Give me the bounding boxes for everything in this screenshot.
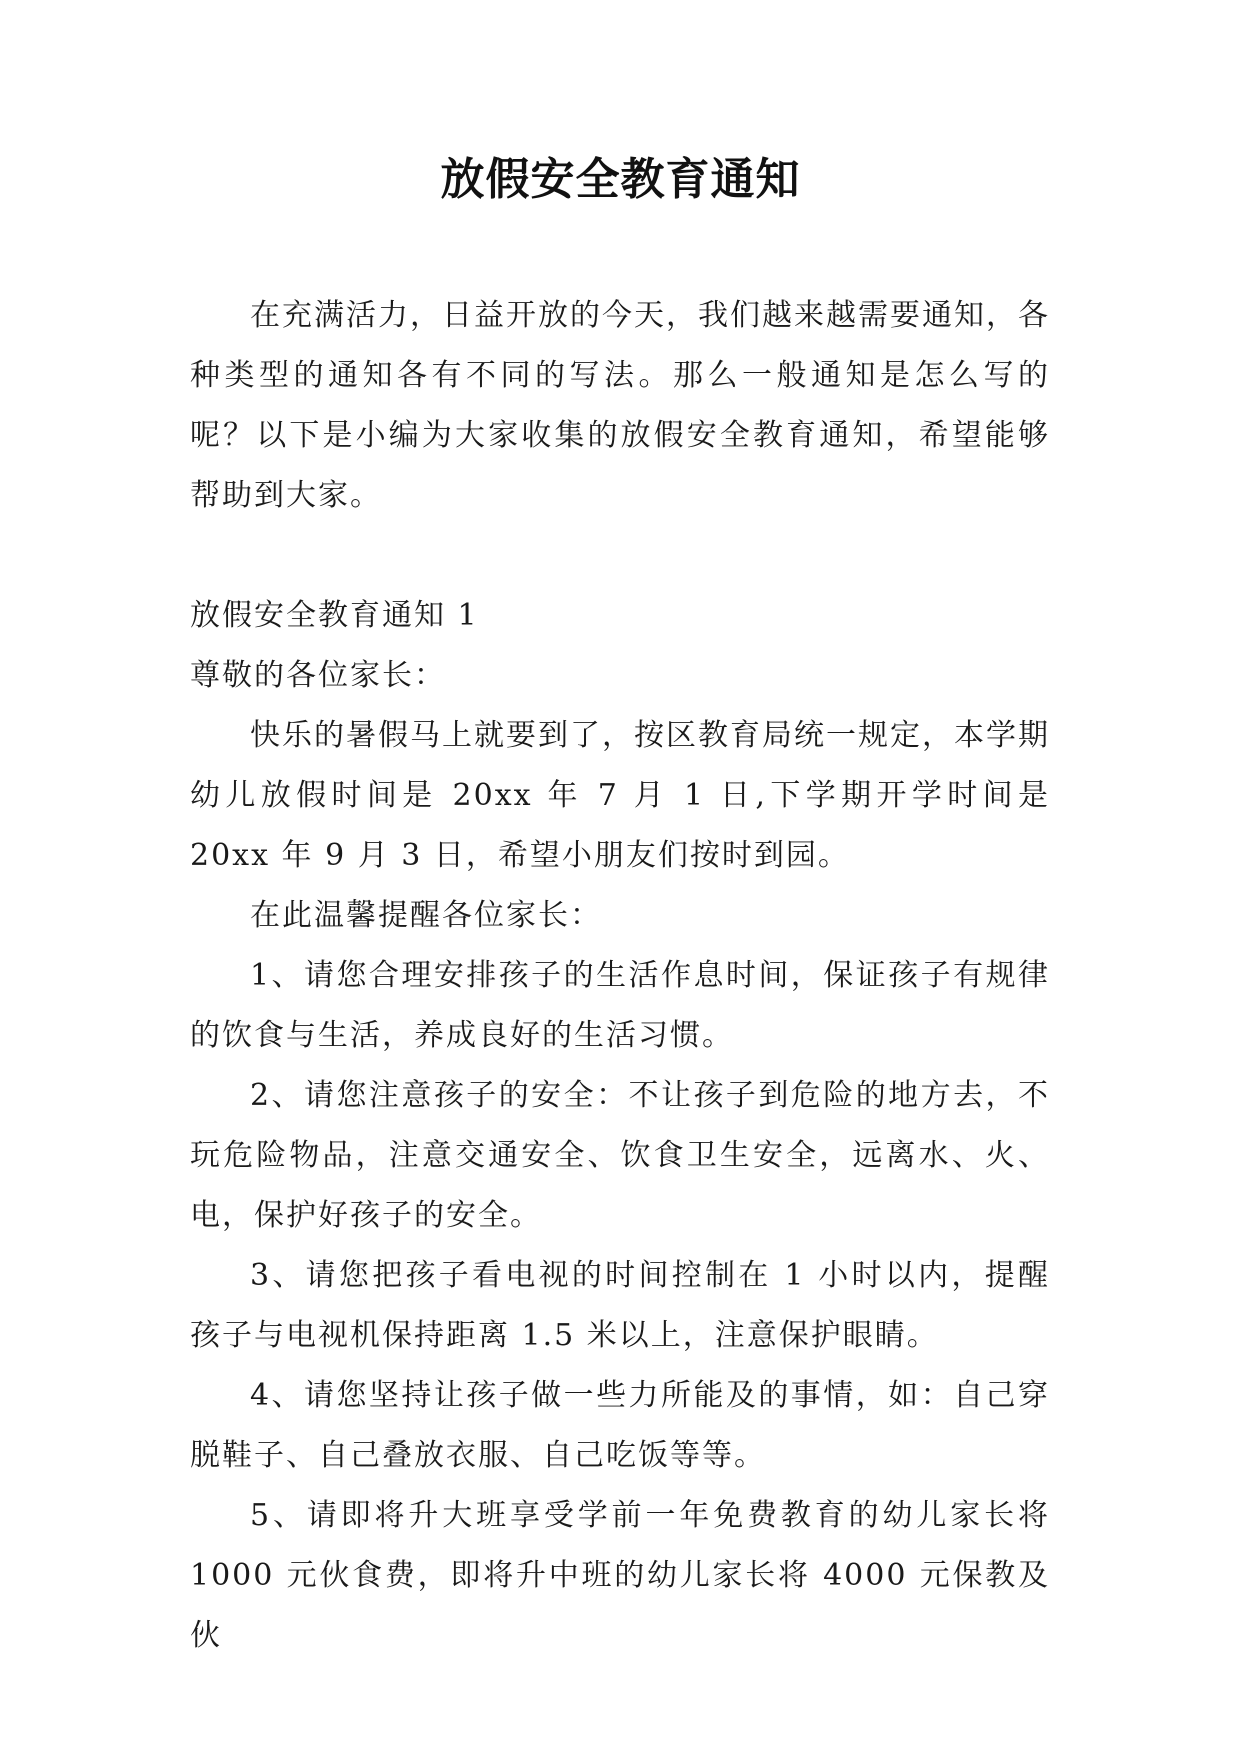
intro-paragraph: 在充满活力，日益开放的今天，我们越来越需要通知，各种类型的通知各有不同的写法。那么一般通知是怎么写的呢？以下是小编为大家收集的放假安全教育通知，希望能够帮助到大家。 [190,298,1050,513]
list-item: 2、请您注意孩子的安全：不让孩子到危险的地方去，不玩危险物品，注意交通安全、饮食卫生安全，远离水、火、电，保护好孩子的安全。 [190,1078,1050,1233]
document-body [190,286,1050,1666]
body-paragraph: 在此温馨提醒各位家长： [250,898,602,933]
list-item: 4、请您坚持让孩子做一些力所能及的事情，如：自己穿脱鞋子、自己叠放衣服、自己吃饭等等。 [190,1378,1050,1473]
section-heading: 放假安全教育通知 1 [190,598,479,633]
paragraph-spacer [190,526,1050,586]
list-item: 5、请即将升大班享受学前一年免费教育的幼儿家长将 1000 元伙食费，即将升中班的幼儿家长将 4000 元保教及伙 [190,1498,1050,1653]
list-item: 1、请您合理安排孩子的生活作息时间，保证孩子有规律的饮食与生活，养成良好的生活习惯。 [190,958,1050,1053]
list-item: 3、请您把孩子看电视的时间控制在 1 小时以内，提醒孩子与电视机保持距离 1.5 米以上，注意保护眼睛。 [190,1258,1050,1353]
body-paragraph: 快乐的暑假马上就要到了，按区教育局统一规定，本学期幼儿放假时间是 20xx 年 7 月 1 日,下学期开学时间是 20xx 年 9 月 3 日，希望小朋友们按时到园。 [190,718,1050,873]
document-title: 放假安全教育通知 [440,154,801,205]
salutation: 尊敬的各位家长： [190,658,446,693]
